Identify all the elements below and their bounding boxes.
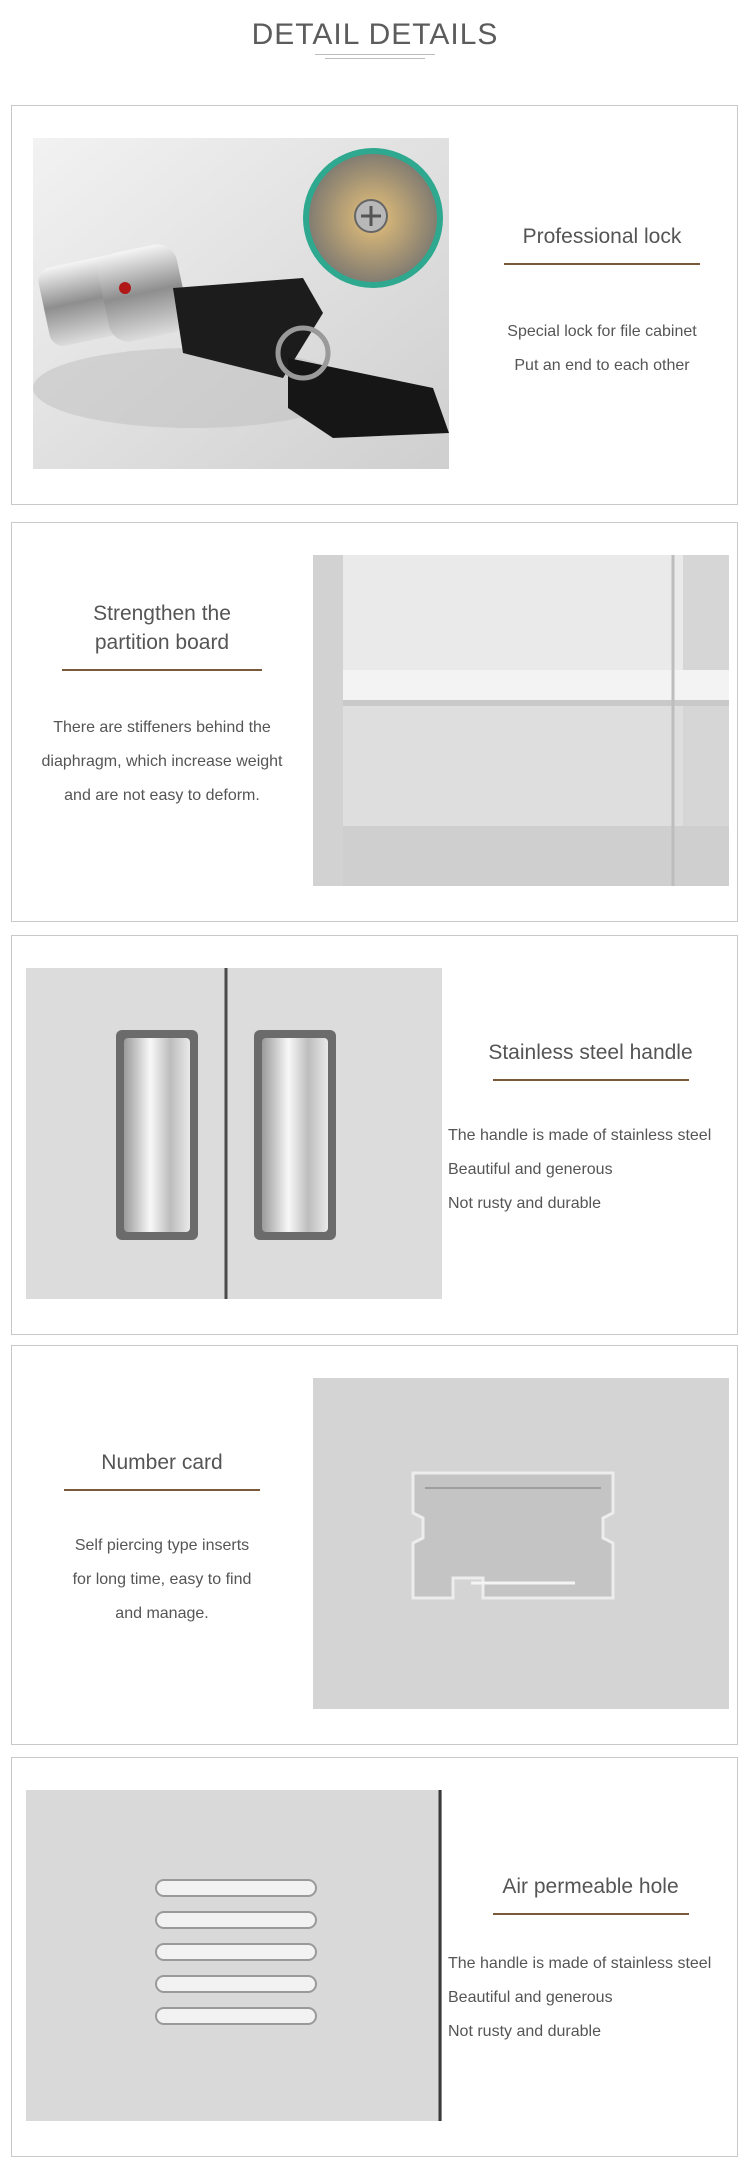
description-line: Beautiful and generous <box>448 1989 613 2006</box>
shelf-photo <box>313 555 729 886</box>
description-line: and are not easy to deform. <box>64 787 260 804</box>
feature-text-partition <box>12 599 312 813</box>
description-line: and manage. <box>115 1605 209 1622</box>
feature-description <box>452 315 750 383</box>
title-underline <box>62 669 262 671</box>
feature-title-line: Strengthen the <box>93 602 231 625</box>
feature-text-vent <box>448 1872 733 2049</box>
feature-title: Stainless steel handle <box>488 1041 693 1064</box>
feature-title: Number card <box>101 1451 223 1474</box>
card-slot-photo <box>313 1378 729 1709</box>
feature-description <box>448 1119 733 1221</box>
title-underline <box>493 1913 689 1915</box>
feature-card-number <box>11 1345 738 1745</box>
feature-title-line: partition board <box>94 631 230 654</box>
feature-card-handle <box>11 935 738 1335</box>
feature-title: Professional lock <box>522 225 682 248</box>
feature-card-lock <box>11 105 738 505</box>
description-line: for long time, easy to find <box>72 1571 252 1588</box>
feature-card-partition <box>11 522 738 922</box>
feature-description <box>448 1947 733 2049</box>
description-line: The handle is made of stainless steel <box>448 1127 712 1144</box>
page-title: DETAIL DETAILS <box>251 18 499 51</box>
description-line: There are stiffeners behind the <box>53 719 271 736</box>
lock-key-photo <box>33 138 449 469</box>
description-line: The handle is made of stainless steel <box>448 1955 712 1972</box>
title-underline <box>64 1489 260 1491</box>
description-line: Special lock for file cabinet <box>507 323 697 340</box>
feature-description <box>12 711 312 813</box>
handle-photo <box>26 968 442 1299</box>
title-underline <box>504 263 700 265</box>
vent-photo <box>26 1790 442 2121</box>
description-line: Not rusty and durable <box>448 2023 601 2040</box>
description-line: Not rusty and durable <box>448 1195 601 1212</box>
page-header <box>0 0 750 80</box>
feature-text-number <box>12 1448 312 1631</box>
feature-text-handle <box>448 1038 733 1221</box>
description-line: Put an end to each other <box>514 357 690 374</box>
title-underline <box>493 1079 689 1081</box>
feature-card-vent <box>11 1757 738 2157</box>
feature-title: Air permeable hole <box>502 1875 679 1898</box>
feature-text-lock <box>452 222 750 383</box>
description-line: diaphragm, which increase weight <box>41 753 283 770</box>
header-decoration <box>315 54 435 62</box>
feature-description <box>12 1529 312 1631</box>
description-line: Self piercing type inserts <box>74 1537 250 1554</box>
description-line: Beautiful and generous <box>448 1161 613 1178</box>
